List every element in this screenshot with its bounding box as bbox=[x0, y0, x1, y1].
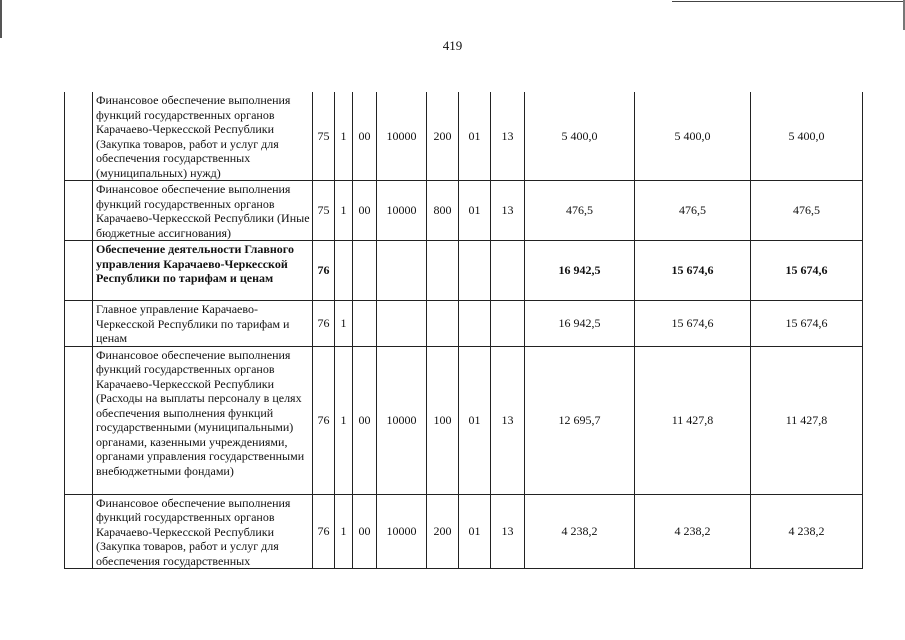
subsection-code: 13 bbox=[491, 494, 525, 569]
spacer-cell bbox=[65, 241, 93, 301]
amount-1: 12 695,7 bbox=[525, 346, 635, 494]
scan-top-edge bbox=[0, 0, 905, 3]
expense-type-code: 200 bbox=[427, 92, 459, 181]
glava-code: 75 bbox=[313, 92, 335, 181]
target-article-code bbox=[377, 301, 427, 347]
amount-3: 476,5 bbox=[751, 181, 863, 241]
razdel-code: 1 bbox=[335, 494, 353, 569]
amount-2: 5 400,0 bbox=[635, 92, 751, 181]
target-article-code: 10000 bbox=[377, 346, 427, 494]
amount-2: 15 674,6 bbox=[635, 241, 751, 301]
spacer-cell bbox=[65, 181, 93, 241]
table-row bbox=[65, 301, 863, 347]
podrazdel-code: 00 bbox=[353, 346, 377, 494]
expense-name: Финансовое обеспечение выполнения функций государственных органов Карачаево-Черкесской Республики (Иные бюджетные ассигнования) bbox=[93, 181, 313, 241]
amount-3: 15 674,6 bbox=[751, 241, 863, 301]
expense-name: Финансовое обеспечение выполнения функций государственных органов Карачаево-Черкесской Республики (Расходы на выплаты персоналу в целях обеспечения выполнения функций государственными (муниципальными) органами, казенными учреждениями, органами управления государственными внебюджетными фондами) bbox=[93, 346, 313, 494]
spacer-cell bbox=[65, 301, 93, 347]
spacer-cell bbox=[65, 494, 93, 569]
razdel-code: 1 bbox=[335, 346, 353, 494]
subsection-code: 13 bbox=[491, 92, 525, 181]
amount-2: 15 674,6 bbox=[635, 301, 751, 347]
scan-left-edge bbox=[0, 0, 4, 38]
target-article-code: 10000 bbox=[377, 92, 427, 181]
podrazdel-code bbox=[353, 301, 377, 347]
amount-1: 16 942,5 bbox=[525, 301, 635, 347]
table-row bbox=[65, 241, 863, 301]
target-article-code bbox=[377, 241, 427, 301]
glava-code: 76 bbox=[313, 301, 335, 347]
expense-type-code: 200 bbox=[427, 494, 459, 569]
table-row bbox=[65, 181, 863, 241]
subsection-code: 13 bbox=[491, 346, 525, 494]
budget-table bbox=[64, 92, 863, 569]
amount-3: 15 674,6 bbox=[751, 301, 863, 347]
glava-code: 76 bbox=[313, 346, 335, 494]
spacer-cell bbox=[65, 92, 93, 181]
section-code: 01 bbox=[459, 181, 491, 241]
razdel-code: 1 bbox=[335, 181, 353, 241]
page-number: 419 bbox=[442, 38, 463, 53]
glava-code: 76 bbox=[313, 494, 335, 569]
amount-2: 476,5 bbox=[635, 181, 751, 241]
subsection-code: 13 bbox=[491, 181, 525, 241]
podrazdel-code bbox=[353, 241, 377, 301]
subsection-code bbox=[491, 301, 525, 347]
razdel-code: 1 bbox=[335, 92, 353, 181]
expense-type-code: 800 bbox=[427, 181, 459, 241]
scan-top-rule bbox=[672, 1, 905, 2]
expense-type-code bbox=[427, 301, 459, 347]
amount-1: 5 400,0 bbox=[525, 92, 635, 181]
budget-table-body bbox=[65, 92, 863, 569]
section-code bbox=[459, 241, 491, 301]
target-article-code: 10000 bbox=[377, 494, 427, 569]
expense-name: Обеспечение деятельности Главного управления Карачаево-Черкесской Республики по тарифам и ценам bbox=[93, 241, 313, 301]
amount-3: 5 400,0 bbox=[751, 92, 863, 181]
amount-1: 476,5 bbox=[525, 181, 635, 241]
podrazdel-code: 00 bbox=[353, 494, 377, 569]
amount-1: 16 942,5 bbox=[525, 241, 635, 301]
podrazdel-code: 00 bbox=[353, 181, 377, 241]
expense-name: Финансовое обеспечение выполнения функций государственных органов Карачаево-Черкесской Республики (Закупка товаров, работ и услуг для обеспечения государственных (муниципальных) нужд) bbox=[93, 92, 313, 181]
amount-3: 11 427,8 bbox=[751, 346, 863, 494]
table-row bbox=[65, 92, 863, 181]
section-code: 01 bbox=[459, 494, 491, 569]
amount-1: 4 238,2 bbox=[525, 494, 635, 569]
table-row bbox=[65, 346, 863, 494]
section-code bbox=[459, 301, 491, 347]
target-article-code: 10000 bbox=[377, 181, 427, 241]
expense-type-code: 100 bbox=[427, 346, 459, 494]
expense-name: Главное управление Карачаево-Черкесской Республики по тарифам и ценам bbox=[93, 301, 313, 347]
scan-right-edge bbox=[901, 0, 905, 30]
spacer-cell bbox=[65, 346, 93, 494]
glava-code: 75 bbox=[313, 181, 335, 241]
table-row bbox=[65, 494, 863, 569]
razdel-code bbox=[335, 241, 353, 301]
podrazdel-code: 00 bbox=[353, 92, 377, 181]
section-code: 01 bbox=[459, 346, 491, 494]
section-code: 01 bbox=[459, 92, 491, 181]
subsection-code bbox=[491, 241, 525, 301]
amount-2: 4 238,2 bbox=[635, 494, 751, 569]
glava-code: 76 bbox=[313, 241, 335, 301]
amount-3: 4 238,2 bbox=[751, 494, 863, 569]
expense-type-code bbox=[427, 241, 459, 301]
expense-name: Финансовое обеспечение выполнения функций государственных органов Карачаево-Черкесской Республики (Закупка товаров, работ и услуг для обеспечения государственных bbox=[93, 494, 313, 569]
amount-2: 11 427,8 bbox=[635, 346, 751, 494]
razdel-code: 1 bbox=[335, 301, 353, 347]
